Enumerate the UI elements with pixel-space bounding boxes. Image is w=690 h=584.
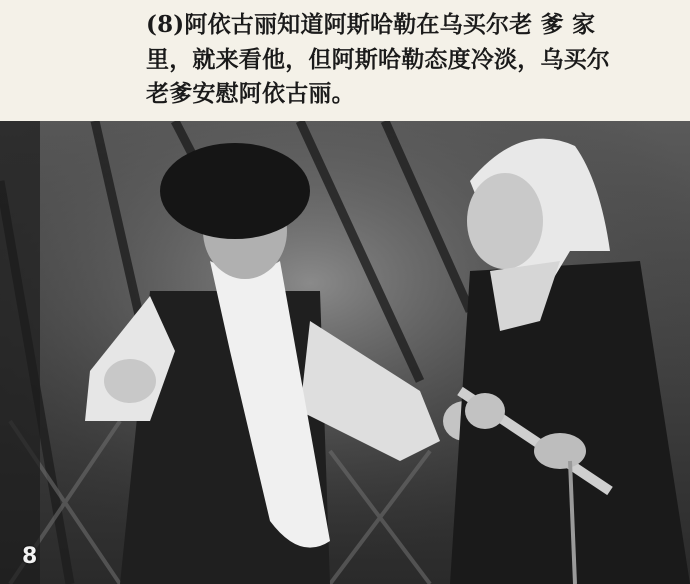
caption-line: 老爹安慰阿依古丽。 [146,80,355,107]
caption-line: (8)阿依古丽知道阿斯哈勒在乌买尔老 爹 家 [146,11,596,38]
photo-illustration [0,121,690,584]
caption-text [146,8,666,112]
page-number: 8 [22,544,38,569]
caption-line: 里，就来看他，但阿斯哈勒态度冷淡，乌买尔 [146,45,610,73]
film-still-photo [0,121,690,584]
